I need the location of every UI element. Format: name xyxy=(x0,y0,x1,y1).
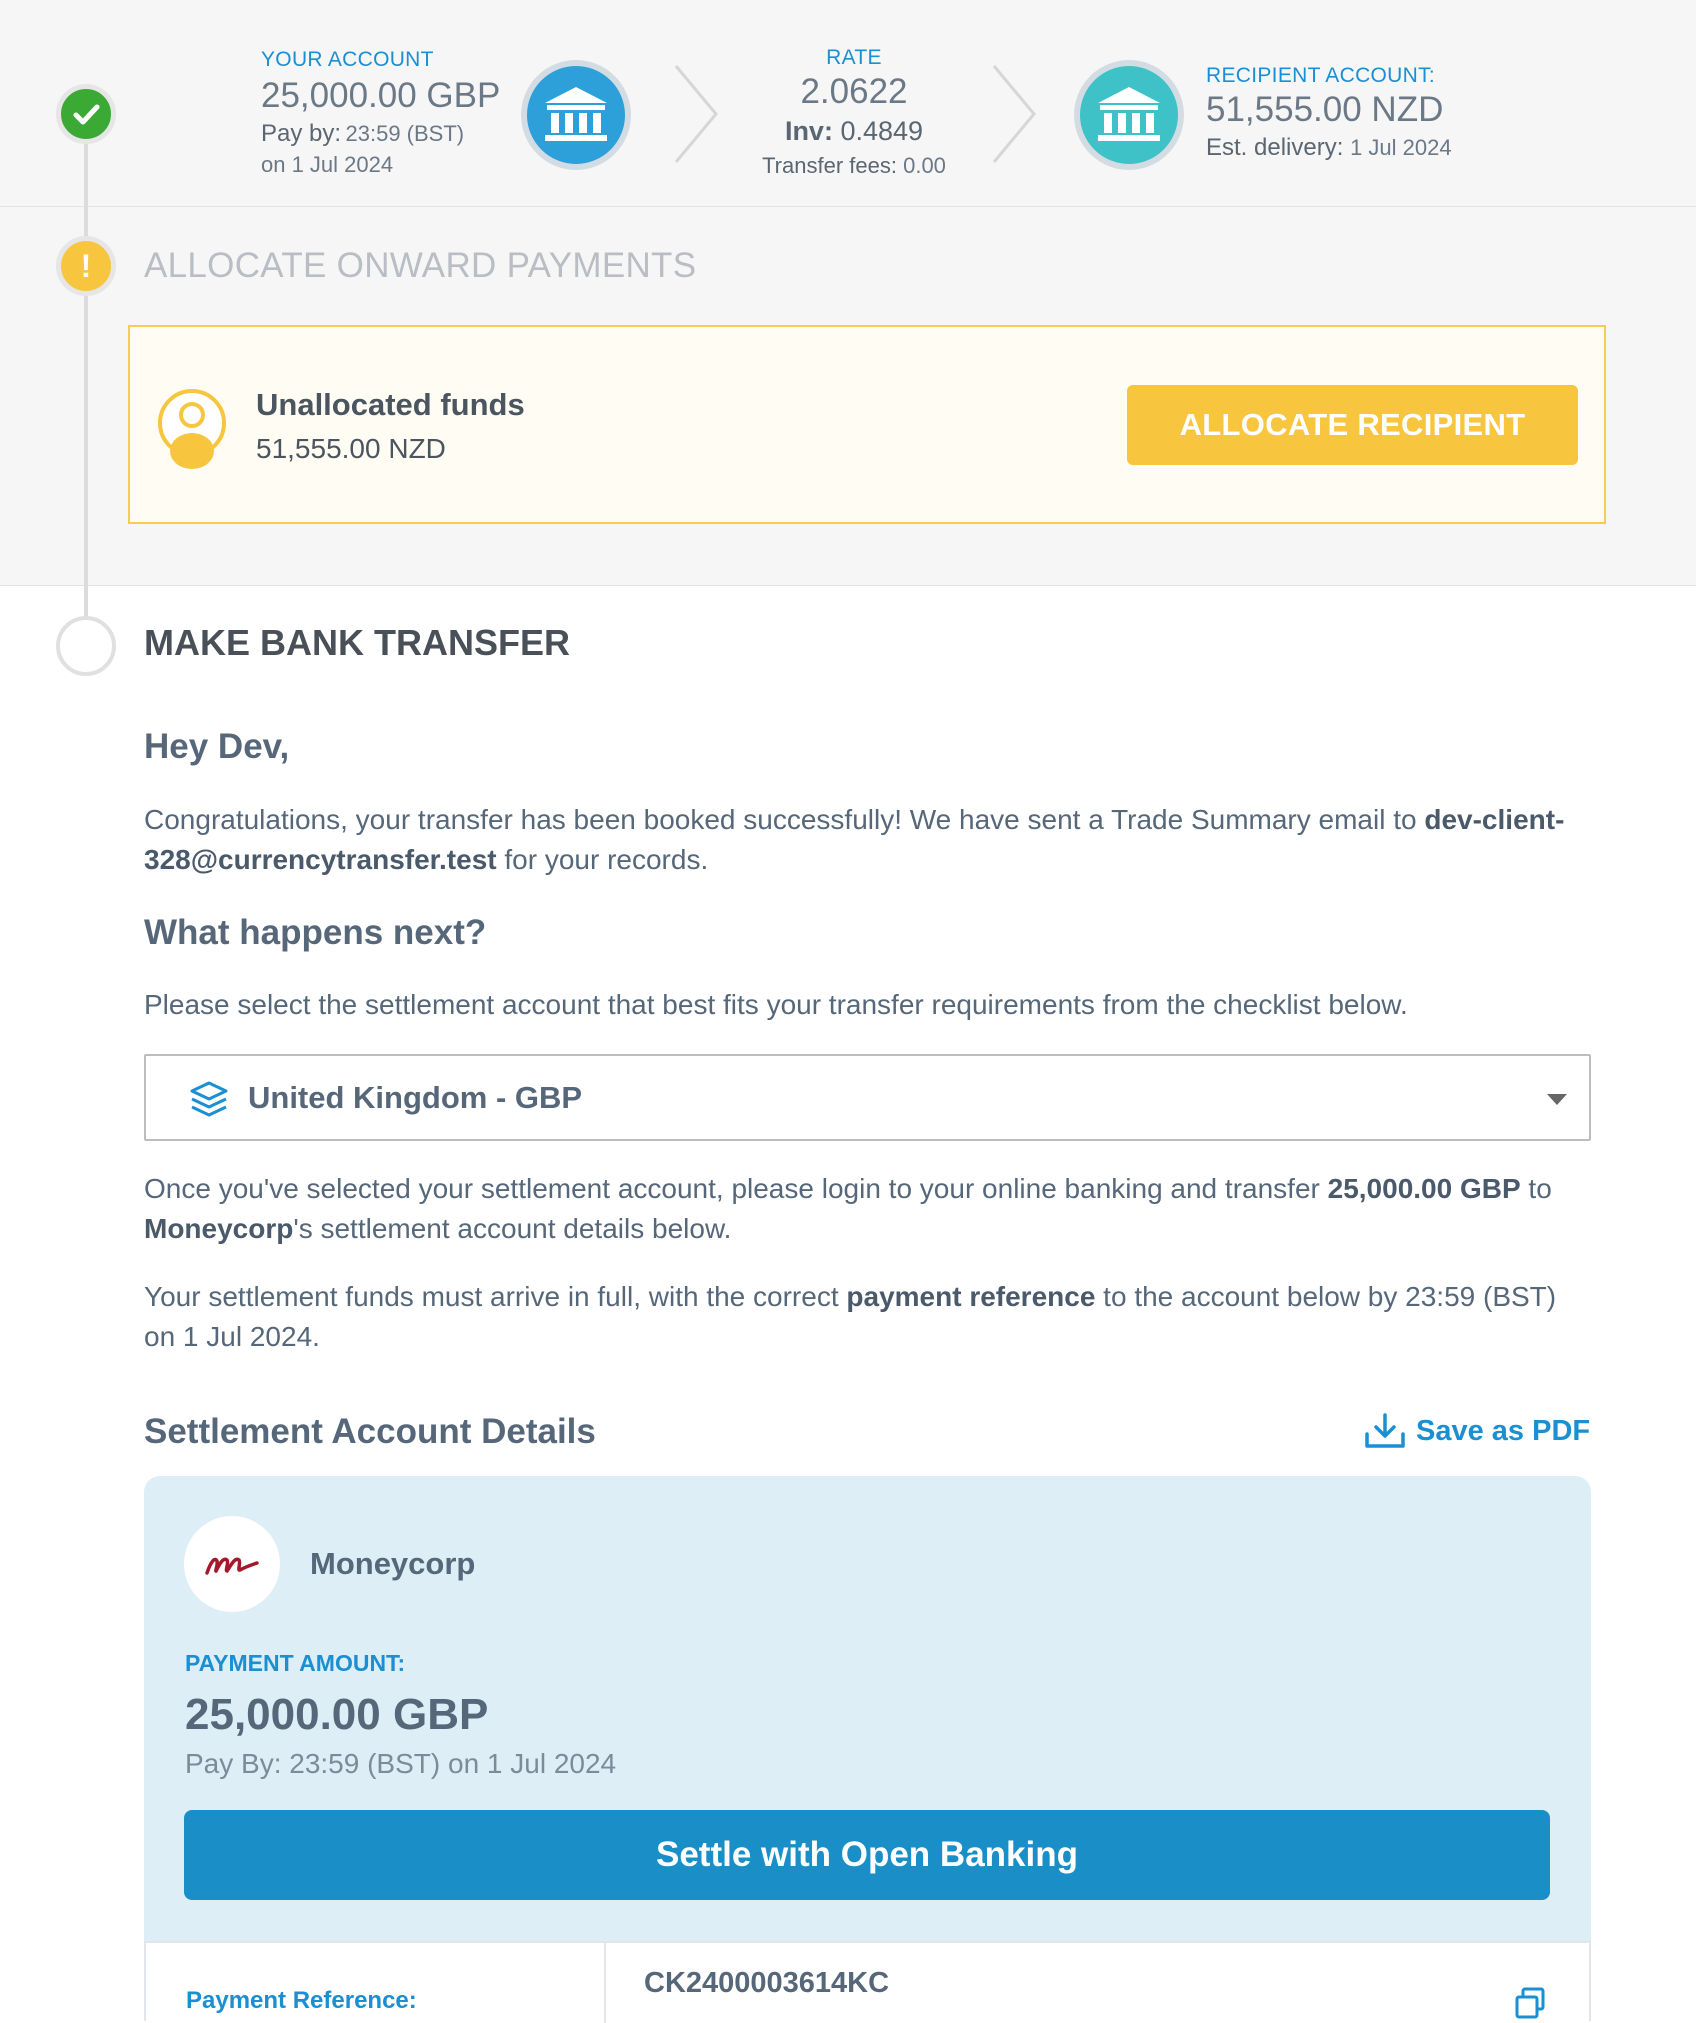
unallocated-funds-amount: 51,555.00 NZD xyxy=(256,433,446,464)
payment-amount-label: PAYMENT AMOUNT: xyxy=(185,1650,406,1676)
once-suffix: 's settlement account details below. xyxy=(293,1213,732,1244)
your-account-amount: 25,000.00 GBP xyxy=(261,76,501,115)
payment-amount-value: 25,000.00 GBP xyxy=(185,1690,489,1739)
greeting: Hey Dev, xyxy=(144,727,290,766)
payment-reference-label: Payment Reference: xyxy=(186,1987,417,2014)
pay-by-time: 23:59 (BST) xyxy=(345,121,465,146)
delivery-date: 1 Jul 2024 xyxy=(1350,135,1452,160)
payment-reference-emphasis: payment reference xyxy=(846,1281,1096,1312)
payment-reference-value: CK2400003614KC xyxy=(644,1967,890,1999)
timeline-line xyxy=(84,114,88,624)
inv-value: 0.4849 xyxy=(840,116,924,146)
funds-suffix: to the account below by 23:59 (BST) on 1 Jul 2024. xyxy=(144,1281,1557,1352)
save-as-pdf-link[interactable] xyxy=(1364,1412,1590,1450)
your-account-label: YOUR ACCOUNT xyxy=(261,48,434,71)
save-as-pdf-label: Save as PDF xyxy=(1416,1414,1591,1447)
transfer-amount: 25,000.00 GBP xyxy=(1327,1173,1521,1204)
provider-name: Moneycorp xyxy=(310,1546,476,1581)
payment-pay-by: Pay By: 23:59 (BST) on 1 Jul 2024 xyxy=(185,1748,617,1779)
once-mid: to xyxy=(1520,1173,1552,1204)
layers-icon xyxy=(188,1080,230,1118)
recipient-account-label: RECIPIENT ACCOUNT: xyxy=(1206,64,1436,87)
inv-label: Inv: xyxy=(784,116,833,146)
rate-summary xyxy=(736,46,972,179)
next-heading: What happens next? xyxy=(144,913,487,952)
settlement-details-title: Settlement Account Details xyxy=(144,1412,596,1451)
make-bank-transfer-title: MAKE BANK TRANSFER xyxy=(144,622,570,663)
recipient-account-amount: 51,555.00 NZD xyxy=(1206,90,1444,129)
fees-value: 0.00 xyxy=(903,153,946,178)
copy-icon[interactable] xyxy=(1513,1985,1549,2021)
selected-account-value: United Kingdom - GBP xyxy=(248,1080,583,1115)
funds-deadline-message xyxy=(144,1277,1590,1357)
select-instruction: Please select the settlement account that best fits your transfer requirements from the checklist below. xyxy=(144,989,1408,1020)
once-text: Once you've selected your settlement account, please login to your online banking and transfer xyxy=(144,1173,1328,1204)
chevron-right-icon xyxy=(990,62,1040,166)
download-icon xyxy=(1364,1412,1406,1450)
rate-value: 2.0622 xyxy=(800,72,908,111)
allocate-recipient-button[interactable]: ALLOCATE RECIPIENT xyxy=(1127,385,1578,465)
your-account-summary xyxy=(261,48,500,178)
settle-open-banking-button[interactable]: Settle with Open Banking xyxy=(184,1810,1550,1900)
congrats-text: Congratulations, your transfer has been booked successfully! We have sent a Trade Summary email to xyxy=(144,804,1425,835)
email-address: dev-client-328@currencytransfer.test xyxy=(144,804,1565,875)
transfer-instruction xyxy=(144,1169,1590,1249)
fees-label: Transfer fees: xyxy=(762,153,897,178)
congrats-message xyxy=(144,800,1590,880)
recipient-account-summary xyxy=(1206,64,1452,162)
congrats-suffix: for your records. xyxy=(496,844,709,875)
table-divider xyxy=(604,1943,606,2023)
funds-text: Your settlement funds must arrive in full, with the correct xyxy=(144,1281,847,1312)
user-icon xyxy=(158,389,226,457)
chevron-right-icon xyxy=(672,62,722,166)
pay-by-date: on 1 Jul 2024 xyxy=(261,152,394,177)
unallocated-funds-title: Unallocated funds xyxy=(256,387,525,422)
pay-by-label: Pay by: xyxy=(261,120,342,147)
bank-icon xyxy=(521,60,631,170)
chevron-down-icon xyxy=(1547,1094,1567,1105)
settlement-account-select[interactable] xyxy=(144,1054,1591,1141)
step-pending-icon xyxy=(56,616,116,676)
payment-reference-row xyxy=(144,1941,1591,2021)
step-complete-icon xyxy=(56,84,116,144)
settlement-account-card xyxy=(144,1476,1591,2016)
step-warning-icon: ! xyxy=(56,236,116,296)
recipient-bank-icon xyxy=(1074,60,1184,170)
company-name: Moneycorp xyxy=(144,1213,294,1244)
delivery-label: Est. delivery: xyxy=(1206,134,1344,161)
unallocated-funds-card xyxy=(128,325,1606,524)
rate-label: RATE xyxy=(826,46,882,69)
allocate-section-title: ALLOCATE ONWARD PAYMENTS xyxy=(144,246,697,285)
moneycorp-logo xyxy=(184,1516,280,1612)
